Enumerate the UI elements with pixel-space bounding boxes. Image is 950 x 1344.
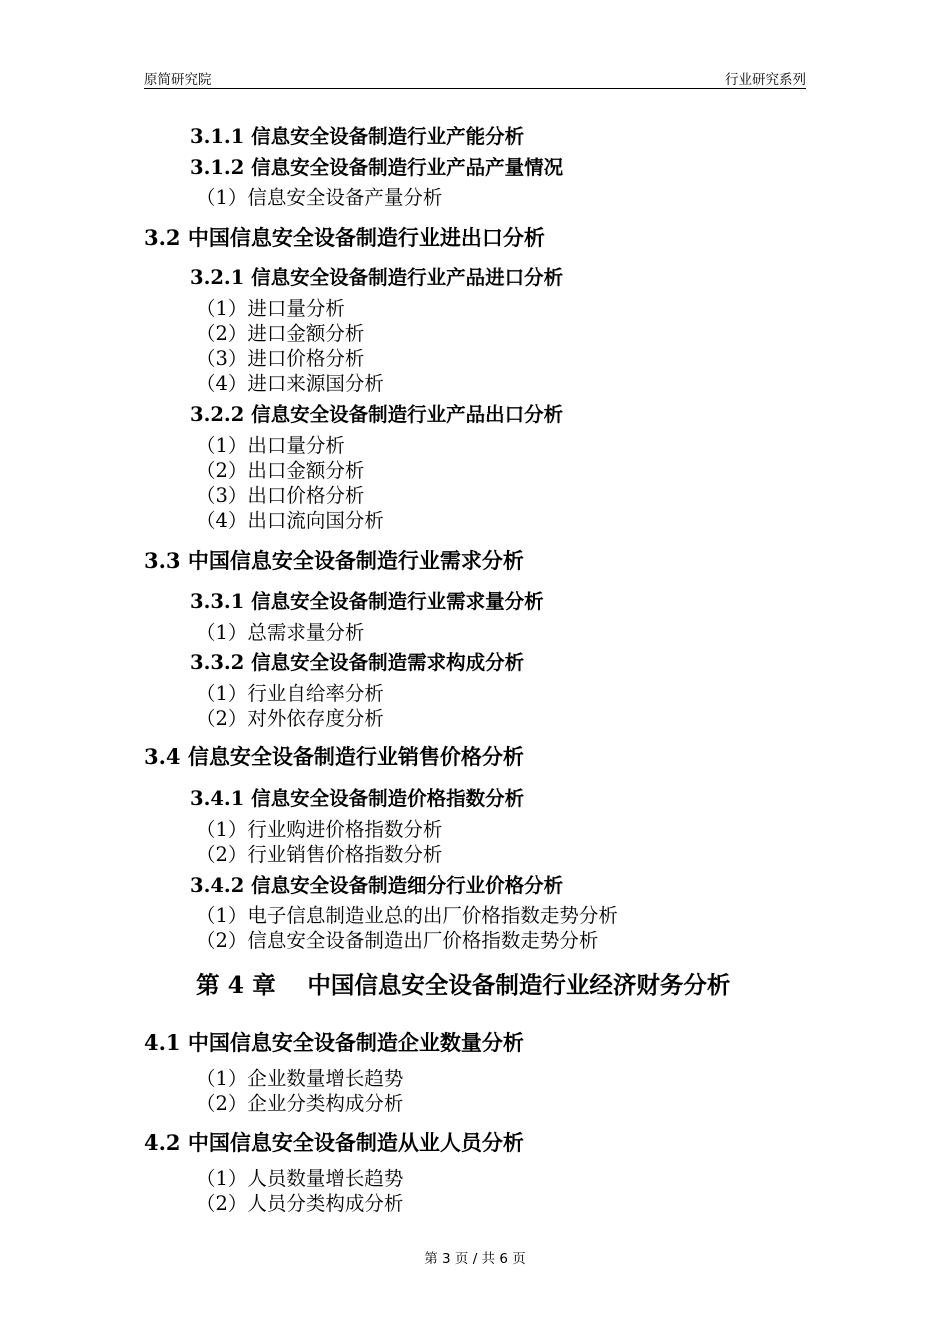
toc-item: （1）信息安全设备产量分析 — [196, 186, 443, 209]
section-heading: 3.2 中国信息安全设备制造行业进出口分析 — [144, 225, 545, 250]
toc-item: （1）企业数量增长趋势 — [196, 1067, 404, 1090]
toc-item: （2）出口金额分析 — [196, 459, 365, 482]
section-heading: 4.1 中国信息安全设备制造企业数量分析 — [144, 1030, 524, 1055]
toc-item: （1）总需求量分析 — [196, 621, 365, 644]
toc-item: （1）出口量分析 — [196, 434, 345, 457]
toc-item: （2）信息安全设备制造出厂价格指数走势分析 — [196, 929, 599, 952]
header-series-name: 行业研究系列 — [725, 72, 806, 88]
toc-item: （1）电子信息制造业总的出厂价格指数走势分析 — [196, 904, 618, 927]
toc-item: （3）进口价格分析 — [196, 347, 365, 370]
page-number: 第 3 页 / 共 6 页 — [424, 1251, 526, 1267]
section-heading: 3.3 中国信息安全设备制造行业需求分析 — [144, 548, 524, 573]
toc-item: （1）人员数量增长趋势 — [196, 1167, 404, 1190]
subsection-heading: 3.4.2 信息安全设备制造细分行业价格分析 — [190, 874, 564, 897]
subsection-heading: 3.4.1 信息安全设备制造价格指数分析 — [190, 787, 525, 810]
toc-item: （1）行业购进价格指数分析 — [196, 818, 443, 841]
subsection-heading: 3.1.1 信息安全设备制造行业产能分析 — [190, 125, 525, 148]
subsection-heading: 3.2.1 信息安全设备制造行业产品进口分析 — [190, 266, 564, 289]
subsection-heading: 3.2.2 信息安全设备制造行业产品出口分析 — [190, 403, 564, 426]
toc-item: （2）企业分类构成分析 — [196, 1092, 404, 1115]
subsection-heading: 3.3.1 信息安全设备制造行业需求量分析 — [190, 590, 544, 613]
toc-item: （2）人员分类构成分析 — [196, 1192, 404, 1215]
section-heading: 3.4 信息安全设备制造行业销售价格分析 — [144, 744, 524, 769]
toc-item: （2）进口金额分析 — [196, 322, 365, 345]
subsection-heading: 3.1.2 信息安全设备制造行业产品产量情况 — [190, 156, 564, 179]
toc-item: （4）进口来源国分析 — [196, 372, 384, 395]
toc-item: （4）出口流向国分析 — [196, 509, 384, 532]
chapter-heading: 第 4 章 中国信息安全设备制造行业经济财务分析 — [196, 971, 731, 999]
header-org-name: 原简研究院 — [144, 72, 212, 88]
toc-item: （2）行业销售价格指数分析 — [196, 843, 443, 866]
toc-item: （3）出口价格分析 — [196, 484, 365, 507]
toc-item: （1）进口量分析 — [196, 297, 345, 320]
subsection-heading: 3.3.2 信息安全设备制造需求构成分析 — [190, 651, 525, 674]
section-heading: 4.2 中国信息安全设备制造从业人员分析 — [144, 1130, 524, 1155]
toc-item: （2）对外依存度分析 — [196, 707, 384, 730]
toc-item: （1）行业自给率分析 — [196, 682, 384, 705]
